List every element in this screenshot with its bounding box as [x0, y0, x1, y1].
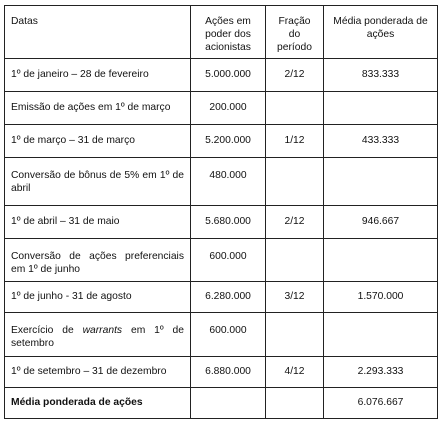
row-media: 2.293.333: [324, 357, 438, 388]
row-media: 1.570.000: [324, 282, 438, 313]
table-row: [5, 313, 438, 357]
row-fracao: 3/12: [266, 282, 324, 313]
header-acoes: Ações em poder dos acionistas: [191, 6, 266, 59]
row-fracao: 2/12: [266, 206, 324, 239]
total-acoes-empty: [191, 388, 266, 419]
header-fracao: Fração do período: [266, 6, 324, 59]
row-acoes: 5.200.000: [191, 125, 266, 158]
total-media: 6.076.667: [324, 388, 438, 419]
row-acoes: 200.000: [191, 92, 266, 125]
row-label: 1º de junho - 31 de agosto: [5, 282, 191, 313]
row-label: [5, 313, 191, 357]
row-acoes: 600.000: [191, 239, 266, 282]
row-label: 1º de março – 31 de março: [5, 125, 191, 158]
table-row: [5, 206, 438, 239]
row-fracao: 1/12: [266, 125, 324, 158]
row-acoes: 5.680.000: [191, 206, 266, 239]
table-row: [5, 158, 438, 206]
row-label-post: em 1º de setembro: [11, 325, 184, 350]
row-fracao: [266, 92, 324, 125]
row-media: [324, 239, 438, 282]
row-fracao: 4/12: [266, 357, 324, 388]
row-acoes: 5.000.000: [191, 59, 266, 92]
table-row: [5, 357, 438, 388]
row-acoes: 480.000: [191, 158, 266, 206]
row-label-pre: Exercício de: [11, 325, 83, 336]
row-label-emphasis: warrants: [82, 325, 123, 336]
row-acoes: 600.000: [191, 313, 266, 357]
row-fracao: [266, 313, 324, 357]
row-media: [324, 158, 438, 206]
row-media: [324, 92, 438, 125]
table-row: [5, 282, 438, 313]
weighted-average-shares-table: [4, 5, 438, 419]
header-media: Média ponderada de ações: [324, 6, 438, 59]
table-row: [5, 125, 438, 158]
row-media: [324, 313, 438, 357]
row-fracao: 2/12: [266, 59, 324, 92]
row-media: 433.333: [324, 125, 438, 158]
total-fracao-empty: [266, 388, 324, 419]
row-acoes: 6.280.000: [191, 282, 266, 313]
header-row: [5, 6, 438, 59]
table-row: [5, 92, 438, 125]
row-fracao: [266, 158, 324, 206]
row-fracao: [266, 239, 324, 282]
header-datas: Datas: [5, 6, 191, 59]
row-label: Emissão de ações em 1º de março: [5, 92, 191, 125]
row-label: 1º de setembro – 31 de dezembro: [5, 357, 191, 388]
row-media: 833.333: [324, 59, 438, 92]
row-label: Conversão de bônus de 5% em 1º de abril: [5, 158, 191, 206]
total-label: Média ponderada de ações: [5, 388, 191, 419]
row-label: 1º de janeiro – 28 de fevereiro: [5, 59, 191, 92]
row-label: Conversão de ações preferenciais em 1º de junho: [5, 239, 191, 282]
total-row: [5, 388, 438, 419]
row-media: 946.667: [324, 206, 438, 239]
weighted-average-shares-table-container: [4, 5, 438, 419]
table-row: [5, 239, 438, 282]
row-label: 1º de abril – 31 de maio: [5, 206, 191, 239]
table-row: [5, 59, 438, 92]
row-acoes: 6.880.000: [191, 357, 266, 388]
